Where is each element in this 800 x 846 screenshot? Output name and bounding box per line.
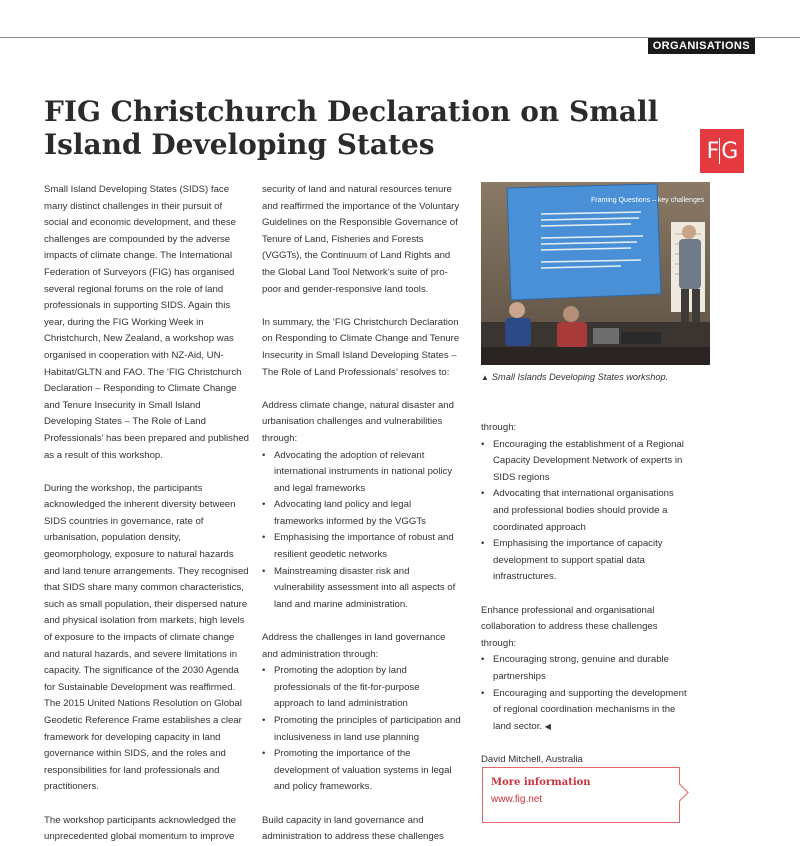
col2-paragraph-2: In summary, the ‘FIG Christchurch Declaration on Responding to Climate Change and Tenure Insecurity in Small Island Developing States – The Role of Land Professionals’ resolves to: <box>262 316 460 378</box>
column-3 <box>481 420 691 768</box>
list-item: • Promoting the adoption by land professionals of the fit-for-purpose approach to land administration <box>262 663 462 713</box>
col1-paragraph-2: During the workshop, the participants acknowledged the inherent diversity between SIDS countries in governance, rate of urbanisation, population density, geomorphology, exposure to natural hazards and land tenure arrangements. They recognised that SIDS share many common characteristics, such as small population, their dispersed nature and physical isolation from markets, high levels of exposure to the impacts of climate change and natural hazards, and severe limitations in capacity. The significance of the 2030 Agenda for Sustainable Development was reaffirmed. The 2015 United Nations Resolution on Global Geodetic Reference Frame establishes a clear framework for developing capacity in land governance within SIDS, and the roles and responsibilities for land professionals and practitioners. <box>44 482 249 793</box>
col2-list-1 <box>262 448 462 614</box>
col2-list-2 <box>262 663 462 796</box>
more-information-title: More information <box>491 777 591 788</box>
col3-paragraph-1: through: <box>481 422 517 433</box>
list-item <box>481 686 691 736</box>
col1-paragraph-1: Small Island Developing States (SIDS) face many distinct challenges in their pursuit of social and economic development, and these challenges are compounded by the adverse impacts of climate change. The International Federation of Surveyors (FIG) has organised several regional forums on the role of land professionals in supporting SIDS. Again this year, during the FIG Working Week in Christchurch, New Zealand, a workshop was organised in cooperation with NZ-Aid, UN-Habitat/GLTN and FAO. The ‘FIG Christchurch Declaration – Responding to Climate Change and Tenure Insecurity in Small Island Developing States – The Role of Land Professionals’ has been prepared and published as a result of this workshop. <box>44 184 249 461</box>
col2-paragraph-4: Address the challenges in land governance and administration through: <box>262 632 446 660</box>
triangle-up-icon: ▲ <box>481 373 489 382</box>
caption-text: Small Islands Developing States workshop. <box>491 372 669 382</box>
slide-title: Framing Questions – key challenges <box>591 197 705 204</box>
col3-list-1 <box>481 437 691 586</box>
list-item: • Encouraging strong, genuine and durable partnerships <box>481 652 691 685</box>
list-item: • Mainstreaming disaster risk and vulnerability assessment into all aspects of land and marine administration. <box>262 564 462 614</box>
list-item: • Encouraging the establishment of a Regional Capacity Development Network of experts in SIDS regions <box>481 437 691 487</box>
box-notch <box>670 783 688 801</box>
more-information-box <box>482 767 680 823</box>
photo-caption <box>481 372 668 382</box>
list-item-text: Encouraging and supporting the development of regional coordination mechanisms in the land sector. <box>493 687 687 732</box>
col2-paragraph-3: Address climate change, natural disaster and urbanisation challenges and vulnerabilities through: <box>262 399 454 444</box>
col3-list-2 <box>481 652 691 735</box>
list-item: • Emphasising the importance of robust and resilient geodetic networks <box>262 530 462 563</box>
col2-paragraph-1: security of land and natural resources tenure and reaffirmed the importance of the Voluntary Guidelines on the Responsible Governance of Tenure of Land, Fisheries and Forests (VGGTs), the Continuum of Land Rights and the Global Land Tool Network’s suite of pro-poor and gender-responsive land tools. <box>262 184 460 295</box>
end-mark-icon: ◀ <box>544 721 551 731</box>
workshop-photo-image <box>481 182 710 365</box>
column-1 <box>44 182 249 846</box>
list-item: • Advocating the adoption of relevant international instruments in national policy and legal frameworks <box>262 448 462 498</box>
article-title: FIG Christchurch Declaration on Small Island Developing States <box>44 95 659 161</box>
list-item: • Advocating land policy and legal frameworks informed by the VGGTs <box>262 497 462 530</box>
workshop-photo <box>481 182 710 365</box>
col1-paragraph-3: The workshop participants acknowledged the unprecedented global momentum to improve <box>44 814 236 843</box>
col3-paragraph-2: Enhance professional and organisational collaboration to address these challenges through: <box>481 604 658 649</box>
column-2 <box>262 182 462 846</box>
section-tag: ORGANISATIONS <box>648 38 755 54</box>
list-item: • Emphasising the importance of capacity development to support spatial data infrastructures. <box>481 536 691 586</box>
author-credit: David Mitchell, Australia <box>481 753 583 765</box>
fig-logo: F G <box>700 129 744 173</box>
fig-website-link[interactable]: www.fig.net <box>491 794 543 805</box>
col2-paragraph-5: Build capacity in land governance and administration to address these challenges <box>262 814 444 843</box>
list-item: • Advocating that international organisations and professional bodies should provide a coordinated approach <box>481 486 691 536</box>
list-item: • Promoting the importance of the development of valuation systems in legal and policy frameworks. <box>262 746 462 796</box>
list-item: • Promoting the principles of participation and inclusiveness in land use planning <box>262 713 462 746</box>
